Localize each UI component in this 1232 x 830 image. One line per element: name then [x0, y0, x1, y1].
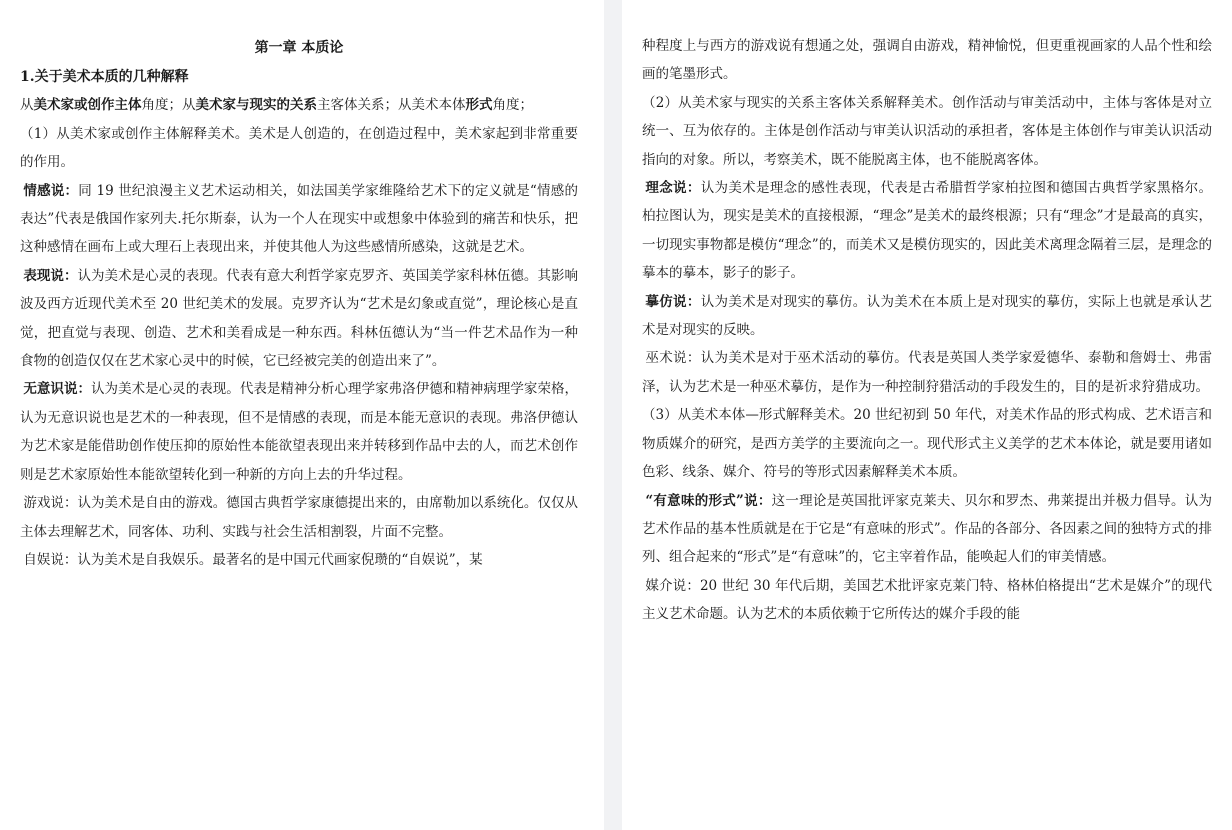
term: 表现说：	[23, 267, 78, 284]
paragraph: （2）从美术家与现实的关系主客体关系解释美术。创作活动与审美活动中，主体与客体是对立统一、互为依存的。主体是创作活动与审美认识活动的承担者，客体是主体创作与审美认识活动指向的对象。所以，考察美术，既不能脱离主体，也不能脱离客体。	[642, 94, 1212, 168]
paragraph: 种程度上与西方的游戏说有想通之处，强调自由游戏，精神愉悦，但更重视画家的人品个性和绘画的笔墨形式。	[642, 38, 1212, 83]
paragraph: （3）从美术本体—形式解释美术。20 世纪初到 50 年代，对美术作品的形式构成、艺术语言和物质媒介的研究，是西方美学的主要流向之一。现代形式主义美学的艺术本体论，就是要用诸如色彩、线条、媒介、符号的等形式因素解释美术本质。	[642, 407, 1212, 481]
chapter-title: 第一章 本质论	[254, 40, 344, 56]
left-page[interactable]	[0, 0, 604, 830]
intro-text-c: 角度；从	[141, 97, 196, 114]
paragraph: 游戏说：认为美术是自由的游戏。德国古典哲学家康德提出来的，由席勒加以系统化。仅仅从主体去理解艺术，同客体、功利、实践与社会生活相割裂，片面不完整。	[20, 495, 578, 540]
intro-bold-d: 美术家与现实的关系	[195, 97, 317, 114]
paragraph: 媒介说：20 世纪 30 年代后期，美国艺术批评家克莱门特、格林伯格提出“艺术是媒介”的现代主义艺术命题。认为艺术的本质依赖于它所传达的媒介手段的能	[642, 577, 1212, 623]
paragraph-text: 同 19 世纪浪漫主义艺术运动相关，如法国美学家维隆给艺术下的定义就是“情感的表达”代表是俄国作家列夫.托尔斯泰，认为一个人在现实中或想象中体验到的痛苦和快乐，把这种感情在画布上或大理石上表现出来，并使其他人为这些感情所感染，这就是艺术。	[20, 182, 579, 256]
paragraph-text: 认为美术是心灵的表现。代表是精神分析心理学家弗洛伊德和精神病理学家荣格，认为无意识说也是艺术的一种表现，但不是情感的表现，而是本能无意识的表现。弗洛伊德认为艺术家是能借助创作使压抑的原始性本能欲望表现出来并转移到作品中去的人，而艺术创作则是艺术家原始性本能欲望转化到一种新的方向上去的升华过程。	[20, 381, 578, 483]
paragraph	[20, 375, 578, 489]
paragraph-text: 认为美术是心灵的表现。代表有意大利哲学家克罗齐、英国美学家科林伍德。其影响波及西方近现代美术至 20 世纪美术的发展。克罗齐认为“艺术是幻象或直觉”，理论核心是直觉，把直觉与表现、创造、艺术和美看成是一种东西。科林伍德认为“当一件艺术品作为一种食物的创造仅仅在艺术家心灵中的时候，它已经被完美的创造出来了”。	[20, 267, 579, 370]
intro-bold-f: 形式	[465, 97, 493, 114]
term: 摹仿说：	[645, 293, 701, 310]
intro-bold-b: 美术家或创作主体	[33, 97, 142, 114]
paragraph	[642, 174, 1212, 288]
paragraph	[20, 177, 578, 262]
term: 无意识说：	[23, 381, 92, 398]
term: “有意味的形式”说：	[645, 492, 772, 509]
paragraph: 自娱说：认为美术是自我娱乐。最著名的是中国元代画家倪瓒的“自娱说”，某	[23, 551, 483, 568]
intro-text-a: 从	[20, 97, 34, 114]
paragraph: 巫术说：认为美术是对于巫术活动的摹仿。代表是英国人类学家爱德华、泰勒和詹姆士、弗雷泽，认为艺术是一种巫术摹仿，是作为一种控制狩猎活动的手段发生的，目的是祈求狩猎成功。	[642, 350, 1212, 395]
intro-text-g: 角度；	[492, 97, 533, 114]
intro-paragraph	[20, 91, 578, 119]
intro-text-e: 主客体关系；从美术本体	[317, 97, 466, 114]
paragraph	[20, 262, 578, 376]
right-page[interactable]	[622, 0, 1232, 830]
term: 理念说：	[645, 180, 701, 197]
term: 情感说：	[23, 182, 79, 199]
paragraph	[642, 288, 1212, 345]
paragraph-text: 这一理论是英国批评家克莱夫、贝尔和罗杰、弗莱提出并极力倡导。认为艺术作品的基本性质就是在于它是“有意味的形式”。作品的各部分、各因素之间的独特方式的排列、组合起来的“形式”是“有意味”的，它主宰着作品，能唤起人们的审美情感。	[642, 492, 1213, 566]
paragraph-text: 认为美术是对现实的摹仿。认为美术在本质上是对现实的摹仿，实际上也就是承认艺术是对现实的反映。	[642, 293, 1212, 339]
paragraph: （1）从美术家或创作主体解释美术。美术是人创造的，在创造过程中，美术家起到非常重要的作用。	[20, 125, 578, 171]
paragraph	[642, 487, 1212, 572]
section-title: 1.关于美术本质的几种解释	[20, 69, 189, 85]
paragraph-text: 认为美术是理念的感性表现，代表是古希腊哲学家柏拉图和德国古典哲学家黑格尔。柏拉图认为，现实是美术的直接根源，“理念”是美术的最终根源；只有“理念”才是最高的真实，一切现实事物都是模仿“理念”的，而美术又是模仿现实的，因此美术离理念隔着三层，是理念的摹本的摹本，影子的影子。	[642, 180, 1212, 282]
